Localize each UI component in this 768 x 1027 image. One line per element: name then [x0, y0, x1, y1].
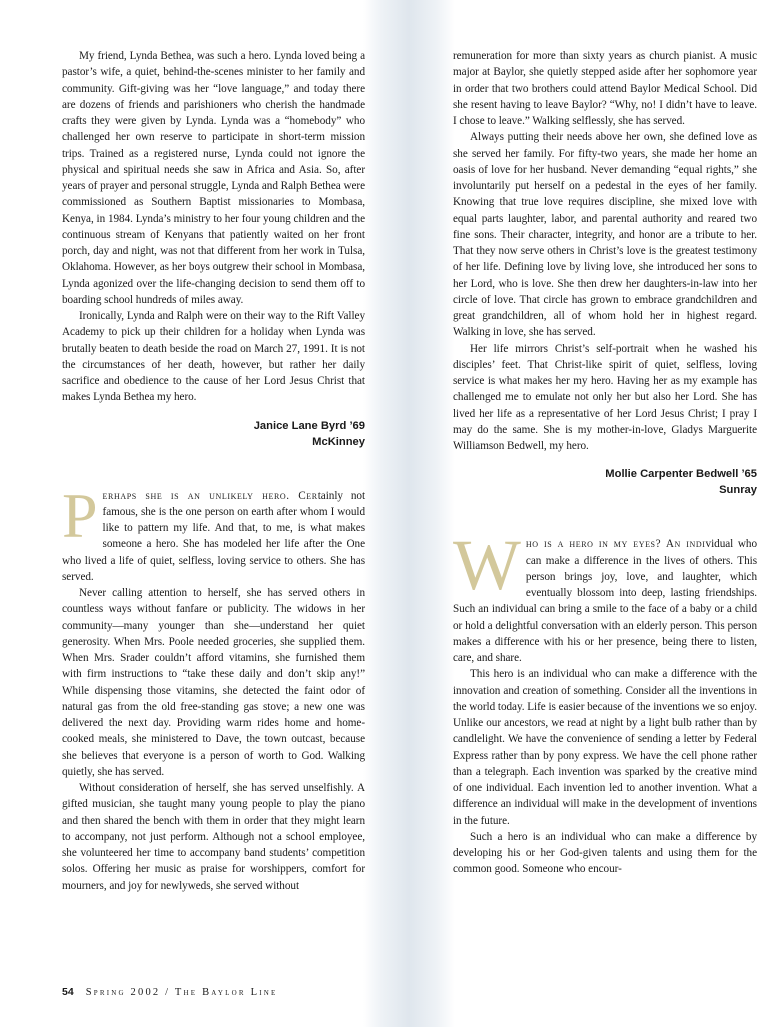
essay-bedwell: [62, 479, 365, 894]
essay-paragraph: This hero is an individual who can make a difference with the innovation and creation of something. Consider all the inventions in the world today. Life is easier because of the inventions we so enjoy. Unlike our ancestors, we read at night by a light bulb rather than by candlelight. We have the convenience of sending a letter by Federal Express rather than by pony express. We have the cell phone rather than a telegraph. Each invention was sparked by the creative mind of one individual. Each invention led to another invention. What a difference an individual will make in the development of inventions in the future.: [453, 668, 757, 827]
lead-in-caps: ho is a hero in my eyes? An indi: [525, 538, 706, 551]
author-town: Sunray: [719, 484, 757, 497]
essay-inventions: [453, 525, 757, 877]
lead-in-caps: erhaps she is an unlikely hero. Cer: [102, 489, 318, 502]
essay-paragraph: remuneration for more than sixty years as church pianist. A music major at Baylor, she quietly stepped aside after her sophomore year in order that two brothers could attend Baylor Medical School. Did she resent having to leave Baylor? “Why, no! I didn’t have to leave. I chose to leave.” Walking selflessly, she has served.: [453, 50, 757, 127]
essay-paragraph: Her life mirrors Christ’s self-portrait when he washed his disciples’ feet. That Christ-like spirit of quiet, selfless, loving service is what makes her my hero. Having her as my example has challenged me to emulate not only her but also her Lord. She has lived her life as a representative of her Lord Jesus Christ; I pray I may do the same. She is my mother-in-love, Gladys Marguerite Williamson Bedwell, my hero.: [453, 342, 757, 452]
essay-paragraph: [453, 525, 757, 666]
paragraph-text: vidual who can make a difference in the lives of others. This person brings joy, love, and laughter, which eventually blossom into deep, lasting friendships. Such an individual can bring a smile to the face of a baby or a child or hold a delightful conversation with an elderly person. This person makes a difference with his or her presence, being there to listen, care, and share.: [453, 538, 757, 664]
essay-paragraph: Without consideration of herself, she has served unselfishly. A gifted musician, she taught many young people to play the piano and then shared the bench with them in order that they might learn to accompany, not just perform. Although not a school employee, she volunteered her time to accompany band students’ competition solos. Offering her music as praise for worshippers, comfort for mourners, and joy for newlyweds, she served without: [62, 782, 365, 892]
right-column: [453, 48, 757, 878]
publication-line: Spring 2002 / The Baylor Line: [85, 987, 278, 998]
essay-paragraph: My friend, Lynda Bethea, was such a hero. Lynda loved being a pastor’s wife, a quiet, behind-the-scenes minister to her family and community. Gift-giving was her “love language,” and today there are dozens of friends and parishioners who cherish the handmade crafts they were given by Lynda. Lynda was a “homebody” who challenged her own reserve to participate in short-term mission trips. Trained as a registered nurse, Lynda could not ignore the physical and spiritual needs she saw in Africa and Asia. So, after years of prayer and personal struggle, Lynda and Ralph Bethea were commissioned as Southern Baptist missionaries to Mombasa, Kenya, in 1984. Lynda’s ministry to her four young children and the continuous stream of Kenyans that patiently waited on her front porch, day and night, was not that different from her work in Tulsa, Oklahoma. However, as her boys outgrew their school in Mombasa, Lynda agonized over the life-changing decision to send them off to boarding school hundreds of miles away.: [62, 50, 365, 306]
essay-paragraph: Never calling attention to herself, she has served others in countless ways without fanfare or publicity. The widows in her community—many younger than she—understand her quiet generosity. When Mrs. Poole needed groceries, she supplied them. When Mrs. Srader couldn’t afford vitamins, she furnished them with firm instructions to “take these daily and don’t skip any!” While dispensing those vitamins, she detected the faint odor of natural gas from the old free-standing gas stove; a new one was delivered the next day. Providing warm rides home and home-cooked meals, she ministered to Dave, the town outcast, because she believes that everyone is a person of worth to God. Walking quietly, she has served.: [62, 587, 365, 778]
author-name: Mollie Carpenter Bedwell ’65: [605, 468, 757, 481]
left-column: [62, 48, 365, 894]
essay-bedwell-continued: [453, 48, 757, 498]
essay-paragraph: Ironically, Lynda and Ralph were on their way to the Rift Valley Academy to pick up their children for a holiday when Lynda was brutally beaten to death beside the road on March 27, 1991. It is not the circumstances of her death, however, but rather her daily sacrifice and obedience to the cause of her Lord Jesus Christ that makes Lynda Bethea my hero.: [62, 310, 365, 404]
essay-bethea: [62, 48, 365, 450]
paragraph-text: tainly not famous, she is the one person on earth after whom I would like to pattern my life. And that, to me, is what makes someone a hero. She has modeled her life after the One who lived a life of quiet, selfless, loving service to others. She has served.: [62, 489, 365, 583]
author-name: Janice Lane Byrd ’69: [253, 419, 365, 432]
drop-cap: P: [62, 479, 98, 551]
page-number: 54: [62, 986, 74, 998]
essay-paragraph: Such a hero is an individual who can make a difference by developing his or her God-given talents and using them for the common good. Someone who encour-: [453, 830, 757, 876]
essay-paragraph: Always putting their needs above her own, she defined love as she served her family. For fifty-two years, she made her home an oasis of love for her husband. Never demanding “equal rights,” she involuntarily put herself on a pedestal in the eyes of her family. Knowing that true love requires discipline, she mixed love with equal parts laughter, labor, and parental authority and reared two fine sons. Their character, integrity, and honor are a tribute to her. That they now serve others in Christ’s love is the greatest testimony of her life. Defining love by living love, she introduced her sons to her Lord, who is love. She then drew her daughters-in-law into her circle of love. That circle has grown to embrace grandchildren and great grandchildren, all of whom hold her in highest regard. Walking in love, she has served.: [453, 131, 757, 339]
essay-paragraph: [62, 479, 365, 586]
author-town: McKinney: [312, 435, 365, 448]
drop-cap: W: [453, 525, 521, 606]
page-footer: [62, 986, 277, 998]
center-gutter: [363, 0, 455, 1027]
